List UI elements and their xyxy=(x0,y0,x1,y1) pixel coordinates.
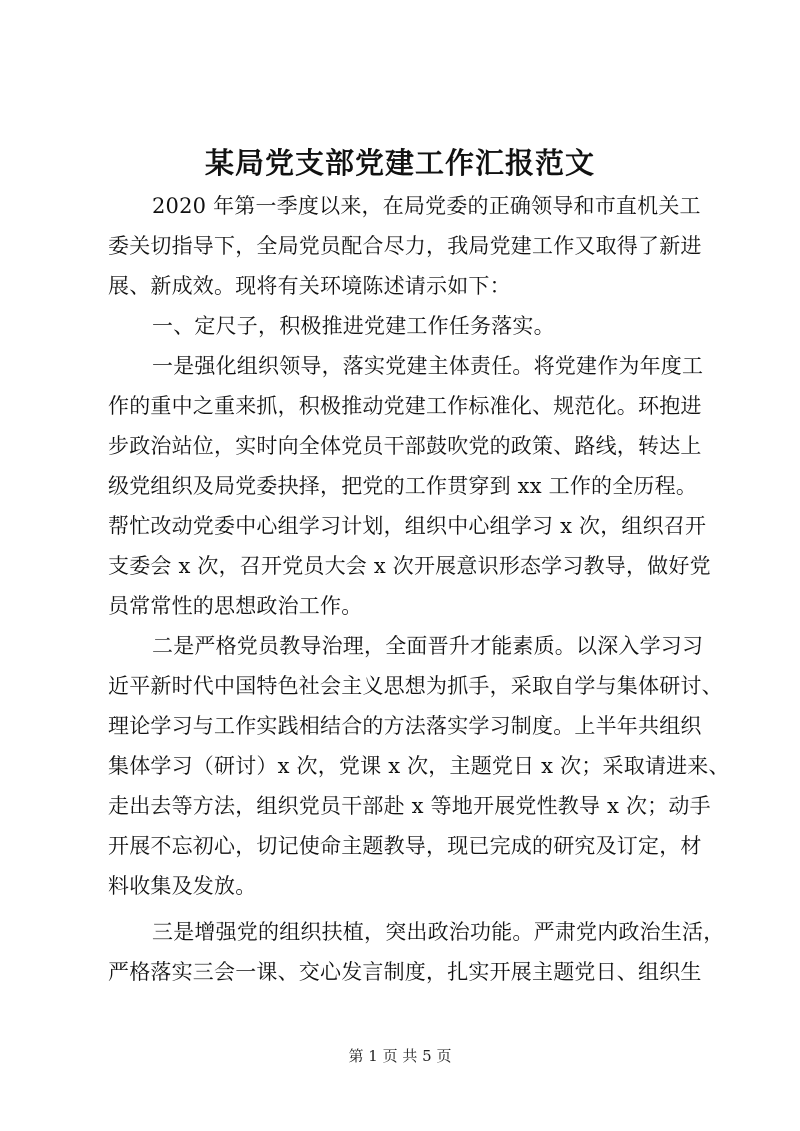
paragraph-line: 委关切指导下，全局党员配合尽力，我局党建工作又取得了新进 xyxy=(108,234,702,258)
paragraph-line: 理论学习与工作实践相结合的方法落实学习制度。上半年共组织 xyxy=(108,714,702,738)
paragraph-line: 一是强化组织领导，落实党建主体责任。将党建作为年度工 xyxy=(152,354,704,378)
paragraph-line: 员常常性的思想政治工作。 xyxy=(108,594,363,618)
paragraph-line: 步政治站位，实时向全体党员干部鼓吹党的政策、路线，转达上 xyxy=(108,434,702,458)
document-title: 某局党支部党建工作汇报范文 xyxy=(204,146,595,180)
paragraph-line: 帮忙改动党委中心组学习计划，组织中心组学习 x 次，组织召开 xyxy=(108,514,707,538)
paragraph-line: 严格落实三会一课、交心发言制度，扎实开展主题党日、组织生 xyxy=(108,960,702,984)
paragraph-line: 近平新时代中国特色社会主义思想为抓手，采取自学与集体研讨、 xyxy=(108,674,723,698)
paragraph-line: 展、新成效。现将有关环境陈述请示如下： xyxy=(108,274,511,298)
paragraph-line: 集体学习（研讨）x 次，党课 x 次，主题党日 x 次；采取请进来、 xyxy=(108,754,730,778)
paragraph-line: 2020 年第一季度以来，在局党委的正确领导和市直机关工 xyxy=(152,194,701,218)
paragraph-line: 料收集及发放。 xyxy=(108,874,257,898)
paragraph-line: 级党组织及局党委抉择，把党的工作贯穿到 xx 工作的全历程。 xyxy=(108,474,698,498)
paragraph-line: 三是增强党的组织扶植，突出政治功能。严肃党内政治生活， xyxy=(152,920,725,944)
paragraph-line: 走出去等方法，组织党员干部赴 x 等地开展党性教导 x 次；动手 xyxy=(108,794,711,818)
paragraph-line: 二是严格党员教导治理，全面晋升才能素质。以深入学习习 xyxy=(152,634,704,658)
paragraph-line: 作的重中之重来抓，积极推动党建工作标准化、规范化。环抱进 xyxy=(108,394,702,418)
page-number-footer: 第 1 页 共 5 页 xyxy=(348,1047,452,1065)
document-body xyxy=(108,186,730,992)
paragraph-line: 支委会 x 次，召开党员大会 x 次开展意识形态学习教导，做好党 xyxy=(108,554,711,578)
paragraph-line: 开展不忘初心，切记使命主题教导，现已完成的研究及订定，材 xyxy=(108,834,702,858)
section-heading: 一、定尺子，积极推进党建工作任务落实。 xyxy=(152,314,555,338)
